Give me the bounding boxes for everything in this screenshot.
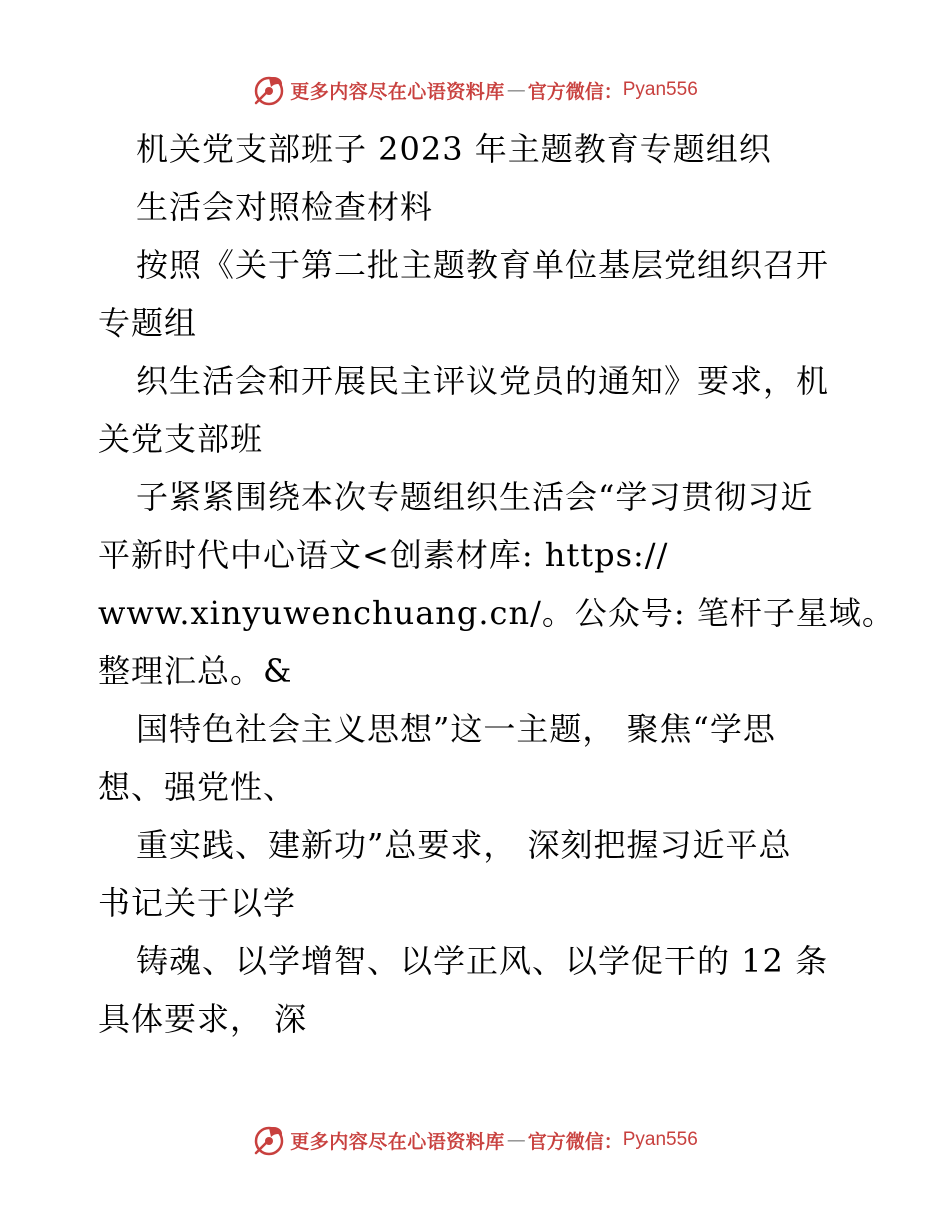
paragraph-line: 铸魂、以学增智、以学正风、以学促干的 12 条	[136, 942, 829, 980]
watermark-brand: 更多内容尽在心语资料库	[290, 1130, 505, 1153]
paragraph-line: www.xinyuwenchuang.cn/。公众号: 笔杆子星域。	[98, 594, 895, 632]
watermark-dash: —	[506, 79, 526, 101]
paragraph-line: 具体要求， 深	[98, 1000, 308, 1038]
paragraph-line: 重实践、建新功”总要求， 深刻把握习近平总	[136, 826, 792, 864]
paragraph-line: 关党支部班	[98, 420, 264, 458]
document-body	[98, 120, 895, 1048]
footer-watermark	[0, 1120, 950, 1160]
document-title-line-1: 机关党支部班子 2023 年主题教育专题组织	[136, 130, 772, 168]
header-watermark	[0, 70, 950, 110]
paragraph-line: 子紧紧围绕本次专题组织生活会“学习贯彻习近	[136, 478, 814, 516]
document-title-line-2: 生活会对照检查材料	[136, 188, 434, 226]
paragraph-line: 国特色社会主义思想”这一主题， 聚焦“学思	[136, 710, 776, 748]
paragraph-line: 整理汇总。&	[98, 652, 293, 690]
watermark-label: 官方微信：	[527, 80, 623, 103]
watermark-wechat-id: Pyan556	[622, 1129, 698, 1150]
paragraph-line: 织生活会和开展民主评议党员的通知》要求，机	[136, 362, 830, 400]
paragraph-line: 平新时代中心语文<创素材库: https://	[98, 536, 669, 574]
quill-pen-circle-icon	[252, 1123, 286, 1157]
watermark-label: 官方微信：	[527, 1130, 623, 1153]
paragraph-line: 书记关于以学	[98, 884, 297, 922]
watermark-dash: —	[506, 1129, 526, 1151]
paragraph-line: 按照《关于第二批主题教育单位基层党组织召开	[136, 246, 830, 284]
paragraph-line: 想、强党性、	[98, 768, 297, 806]
paragraph-line: 专题组	[98, 304, 198, 342]
watermark-wechat-id: Pyan556	[622, 79, 698, 100]
watermark-brand: 更多内容尽在心语资料库	[290, 80, 505, 103]
quill-pen-circle-icon	[252, 73, 286, 107]
